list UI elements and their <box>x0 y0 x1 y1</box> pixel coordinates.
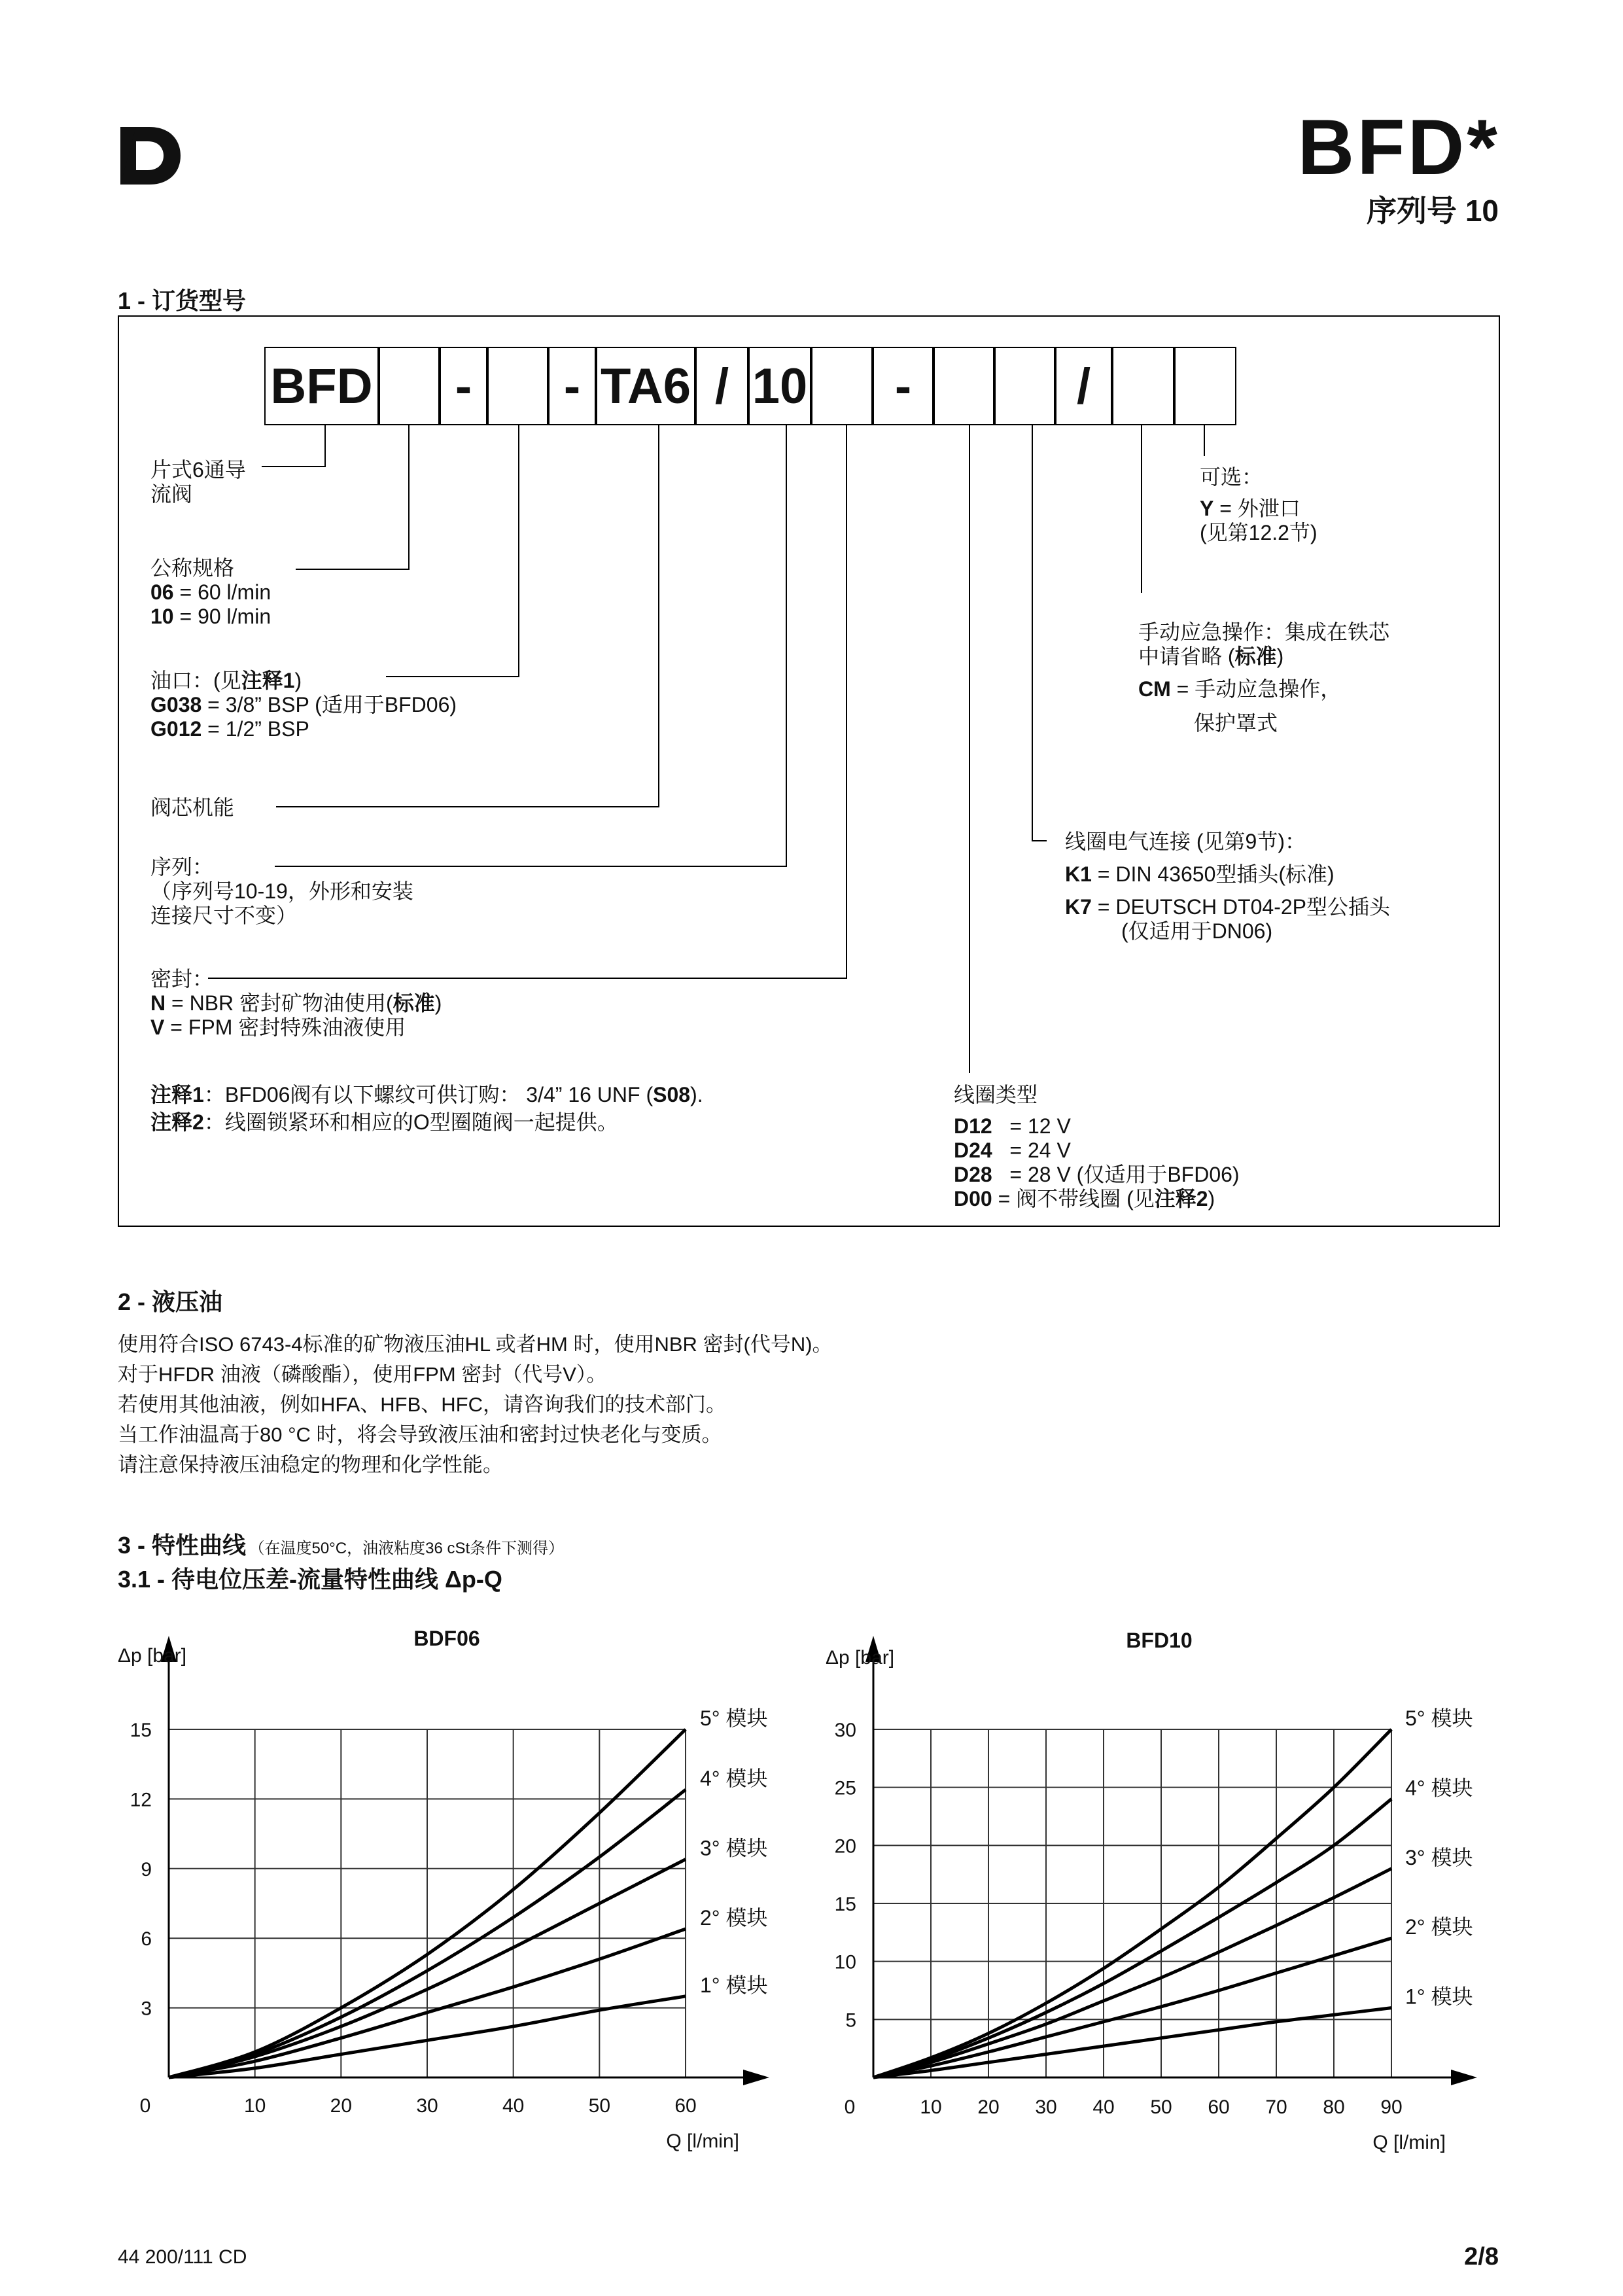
option-title: 可选： <box>1200 465 1263 489</box>
y-tick-label: 25 <box>834 1777 856 1799</box>
elec-title: 线圈电气连接 (见第9节)： <box>1065 830 1306 853</box>
manual-cm: CM = 手动应急操作， <box>1138 677 1342 701</box>
series-label: 1° 模块 <box>1405 1985 1473 2009</box>
section1-title: 1 - 订货型号 <box>118 287 247 314</box>
seal-title: 密封： <box>150 967 214 991</box>
section2-line: 当工作油温高于80 °C 时，将会导致液压油和密封过快老化与变质。 <box>118 1423 722 1446</box>
x-tick-label: 50 <box>1150 2096 1172 2118</box>
chart-title: BFD10 <box>1126 1629 1193 1652</box>
code-cell-2: - <box>440 347 487 425</box>
elec-k7: K7 = DEUTSCH DT04-2P型公插头 <box>1065 895 1390 919</box>
page-number: 2/8 <box>1464 2243 1499 2270</box>
y-tick-label: 15 <box>130 1720 152 1741</box>
series-label: 3° 模块 <box>1405 1845 1473 1869</box>
x-tick-label: 30 <box>1035 2096 1057 2118</box>
manual-line2: 中请省略 (标准) <box>1138 645 1284 668</box>
x-tick-label: 0 <box>844 2096 856 2118</box>
series-label: 5° 模块 <box>700 1706 768 1730</box>
x-tick-label: 20 <box>977 2096 1000 2118</box>
section31-title: 3.1 - 待电位压差-流量特性曲线 Δp-Q <box>118 1566 502 1593</box>
y-tick-label: 30 <box>834 1720 856 1741</box>
y-tick-label: 6 <box>141 1928 152 1951</box>
x-axis-label: Q [l/min] <box>666 2130 739 2152</box>
size-06: 06 = 60 l/min <box>150 580 271 604</box>
x-axis-arrow <box>1451 2070 1477 2085</box>
y-tick-label: 20 <box>834 1835 856 1858</box>
x-tick-label: 50 <box>588 2095 611 2117</box>
y-tick-label: 9 <box>141 1858 152 1881</box>
series-label: 1° 模块 <box>700 1973 768 1997</box>
size-10: 10 = 90 l/min <box>150 605 271 628</box>
coil-title: 线圈类型 <box>954 1083 1038 1106</box>
series-label: 4° 模块 <box>1405 1776 1473 1800</box>
seal-v: V = FPM 密封特殊油液使用 <box>150 1016 406 1039</box>
option-y: Y = 外泄口 <box>1200 497 1300 520</box>
x-axis-arrow <box>743 2070 769 2085</box>
y-axis-label: Δp [bar] <box>826 1647 895 1669</box>
code-cell-0: BFD <box>264 347 379 425</box>
x-tick-label: 80 <box>1323 2096 1345 2118</box>
section3-title: 3 - 特性曲线 <box>118 1532 247 1559</box>
note2: 注释2：线圈锁紧环和相应的O型圈随阀一起提供。 <box>150 1110 618 1134</box>
code-cell-4: - <box>548 347 596 425</box>
manual-title: 手动应急操作：集成在铁芯 <box>1138 620 1390 644</box>
code-cell-6: / <box>695 347 748 425</box>
series-line-1 <box>873 2008 1391 2077</box>
x-tick-label: 40 <box>1092 2096 1115 2118</box>
note1: 注释1：BFD06阀有以下螺纹可供订购： 3/4” 16 UNF (S08). <box>150 1083 703 1106</box>
series-desc: （序列号10-19，外形和安装 连接尺寸不变） <box>150 879 413 927</box>
section3-subtitle: （在温度50°C，油液粘度36 cSt条件下测得） <box>249 1540 565 1557</box>
y-tick-label: 3 <box>141 1998 152 2020</box>
y-tick-label: 5 <box>845 2009 856 2032</box>
x-axis-label: Q [l/min] <box>1372 2132 1446 2153</box>
y-tick-label: 15 <box>834 1894 856 1915</box>
x-tick-label: 60 <box>674 2095 697 2117</box>
x-tick-label: 20 <box>330 2095 353 2117</box>
port-g038: G038 = 3/8” BSP (适用于BFD06) <box>150 693 457 716</box>
port-g012: G012 = 1/2” BSP <box>150 717 309 741</box>
chart-title: BDF06 <box>413 1627 480 1650</box>
x-tick-label: 10 <box>920 2096 942 2118</box>
series-label: 2° 模块 <box>700 1906 768 1930</box>
x-tick-label: 10 <box>243 2095 266 2117</box>
coil-d28: D28 = 28 V (仅适用于BFD06) <box>954 1163 1240 1186</box>
series-title: 序列： <box>150 855 214 879</box>
section2-line: 请注意保持液压油稳定的物理和化学性能。 <box>118 1453 503 1476</box>
section2-line: 对于HFDR 油液（磷酸酯），使用FPM 密封（代号V）。 <box>118 1363 607 1386</box>
manual-cm-2: 保护罩式 <box>1194 711 1278 735</box>
series-label: 3° 模块 <box>700 1836 768 1860</box>
y-tick-label: 12 <box>130 1789 152 1811</box>
port-title: 油口：(见注释1) <box>150 669 302 692</box>
size-title: 公称规格 <box>150 556 235 580</box>
x-tick-label: 90 <box>1380 2096 1403 2118</box>
series-line-3 <box>873 1869 1391 2077</box>
coil-d12: D12 = 12 V <box>954 1114 1071 1138</box>
x-tick-label: 30 <box>416 2095 438 2117</box>
series-line-4 <box>873 1799 1391 2077</box>
y-axis-label: Δp [bar] <box>118 1645 187 1667</box>
x-tick-label: 60 <box>1208 2096 1230 2118</box>
elec-k7-2: (仅适用于DN06) <box>1121 919 1273 943</box>
y-tick-label: 10 <box>834 1951 856 1973</box>
code-cell-7: 10 <box>748 347 811 425</box>
series-label: 2° 模块 <box>1405 1915 1473 1939</box>
series-number: 序列号 10 <box>1367 194 1499 228</box>
series-label: 4° 模块 <box>700 1767 768 1791</box>
coil-d24: D24 = 24 V <box>954 1139 1071 1162</box>
valve-type-label: 片式6通导 流阀 <box>150 458 246 506</box>
page-title: BFD* <box>1297 103 1500 191</box>
series-label: 5° 模块 <box>1405 1706 1473 1730</box>
x-tick-label: 0 <box>139 2095 151 2117</box>
code-cell-5: TA6 <box>596 347 695 425</box>
doc-number: 44 200/111 CD <box>118 2246 247 2268</box>
coil-d00: D00 = 阀不带线圈 (见注释2) <box>954 1187 1215 1210</box>
section2-title: 2 - 液压油 <box>118 1288 223 1315</box>
option-y-ref: (见第12.2节) <box>1200 521 1318 544</box>
code-cell-9: - <box>873 347 934 425</box>
x-tick-label: 70 <box>1265 2096 1287 2118</box>
spool-label: 阀芯机能 <box>150 796 235 819</box>
x-tick-label: 40 <box>502 2095 525 2117</box>
code-cell-12: / <box>1055 347 1112 425</box>
section2-line: 若使用其他油液，例如HFA、HFB、HFC，请咨询我们的技术部门。 <box>118 1393 726 1416</box>
elec-k1: K1 = DIN 43650型插头(标准) <box>1065 862 1335 886</box>
section2-line: 使用符合ISO 6743-4标准的矿物液压油HL 或者HM 时，使用NBR 密封(代号N)。 <box>118 1333 833 1356</box>
seal-n: N = NBR 密封矿物油使用(标准) <box>150 991 442 1015</box>
